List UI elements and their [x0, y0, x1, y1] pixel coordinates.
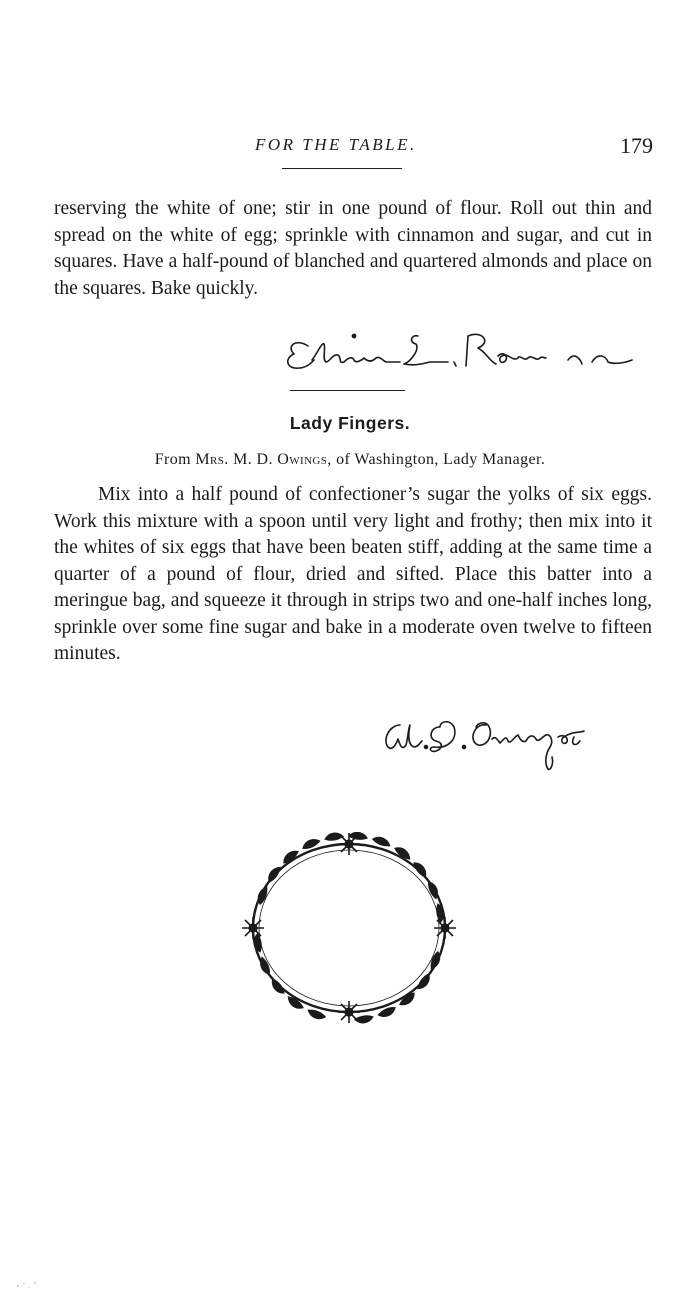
- attribution-suffix: , of Washington, Lady Manager.: [327, 451, 546, 468]
- attribution-line: [0, 451, 700, 469]
- signature-m-d-owings: [378, 705, 628, 775]
- recipe-body: Mix into a half pound of confectioner’s sugar the yolks of six eggs. Work this mixture with a spoon until very light and frothy; then mix into it the whites of six eggs that have been beaten stiff, adding at the same time a quarter of a pound of flour, dried and sifted. Place this batter into a meringue bag, and squeeze it through in strips two and one-half inches long, sprinkle over some fine sugar and bake in a moderate oven twelve to fifteen minutes.: [54, 484, 652, 664]
- running-header: [0, 135, 700, 165]
- continuation-paragraph: reserving the white of one; stir in one pound of flour. Roll out thin and spread on the white of egg; sprinkle with cinnamon and sugar, and cut in squares. Have a half-pound of blanched and quartered almonds and place on the squares. Bake quickly.: [54, 198, 652, 299]
- page-number: 179: [620, 133, 653, 158]
- attribution-prefix: From: [154, 451, 196, 468]
- running-title: FOR THE TABLE.: [255, 135, 417, 154]
- header-rule: [282, 168, 402, 169]
- signature-eloise-roman: [282, 322, 652, 382]
- recipe-title: Lady Fingers.: [289, 413, 411, 433]
- paper-speck: [14, 1278, 44, 1290]
- attribution-name: Mrs. M. D. Owings: [195, 451, 328, 468]
- section-rule: [290, 390, 405, 391]
- floral-wreath-ornament: [238, 832, 460, 1028]
